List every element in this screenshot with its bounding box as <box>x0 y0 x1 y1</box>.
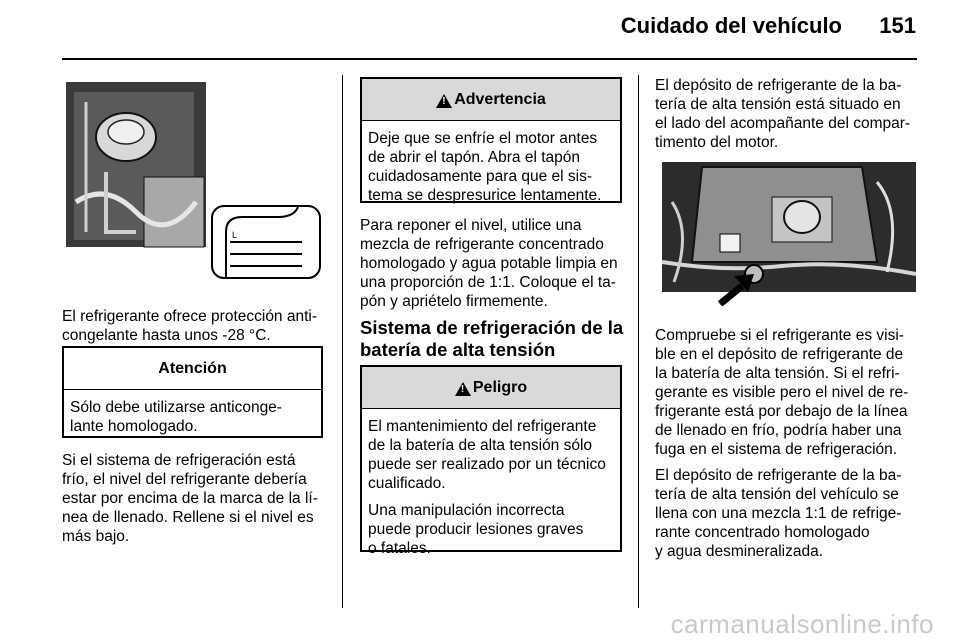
header-rule <box>62 58 917 60</box>
danger-text: El mantenimiento del refrigerante de la batería de alta tensión sólo puede ser realizado por un técnico cualificado. Una manipulación incorrecta puede producir lesiones graves o fatales. <box>368 418 606 557</box>
svg-text:L: L <box>232 230 238 240</box>
warning-triangle-icon <box>455 382 471 396</box>
coolant-reservoir-illustration <box>66 82 322 282</box>
column-divider-1 <box>342 75 343 608</box>
warning-box <box>360 77 622 203</box>
danger-box <box>360 365 622 557</box>
battery-coolant-reservoir-illustration <box>662 162 916 306</box>
notice-box <box>62 346 323 438</box>
notice-text: Sólo debe utilizarse anticonge- lante homologado. <box>70 399 282 435</box>
col1-paragraph-2: Si el sistema de refrigeración está frío, el nivel del refrigerante debería estar por encima de la marca de la lí- nea de llenado. Rellene si el nivel es más bajo. <box>62 452 318 545</box>
header-title: Cuidado del vehículo <box>620 13 842 38</box>
col3-paragraph-3: El depósito de refrigerante de la ba- tería de alta tensión del vehículo se llena con una mezcla 1:1 de refrige- rante concentrado homologado y agua desmineralizada. <box>655 467 902 560</box>
col1-paragraph-1: El refrigerante ofrece protección anti- congelante hasta unos -28 °C. <box>62 308 318 344</box>
warning-triangle-icon <box>436 94 452 108</box>
watermark: carmanualsonline.info <box>670 609 934 639</box>
warning-text: Deje que se enfríe el motor antes de abrir el tapón. Abra el tapón cuidadosamente para que el sis- tema se despresurice lentamente. <box>368 130 602 204</box>
col3-paragraph-1: El depósito de refrigerante de la ba- tería de alta tensión está situado en el lado del acompañante del compar- timento del motor. <box>655 77 911 151</box>
column-divider-2 <box>638 75 639 608</box>
page-number: 151 <box>879 13 916 38</box>
col3-paragraph-2: Compruebe si el refrigerante es visi- ble en el depósito de refrigerante de la batería de alta tensión. Si el refri- gerante es visible pero el nivel de re- frigerante está por debajo de la línea de llenado en frío, podría haber una fuga en el sistema de refrigeración. <box>655 327 909 458</box>
col2-paragraph-1: Para reponer el nivel, utilice una mezcla de refrigerante concentrado homologado y agua potable limpia en una proporción de 1:1. Coloque el ta- pón y apriételo firmemente. <box>360 217 618 310</box>
notice-title: Atención <box>64 348 321 390</box>
section-heading: Sistema de refrigeración de la batería de alta tensión <box>360 317 624 360</box>
danger-title: ! Peligro <box>362 367 620 409</box>
warning-title: ! Advertencia <box>362 79 620 121</box>
